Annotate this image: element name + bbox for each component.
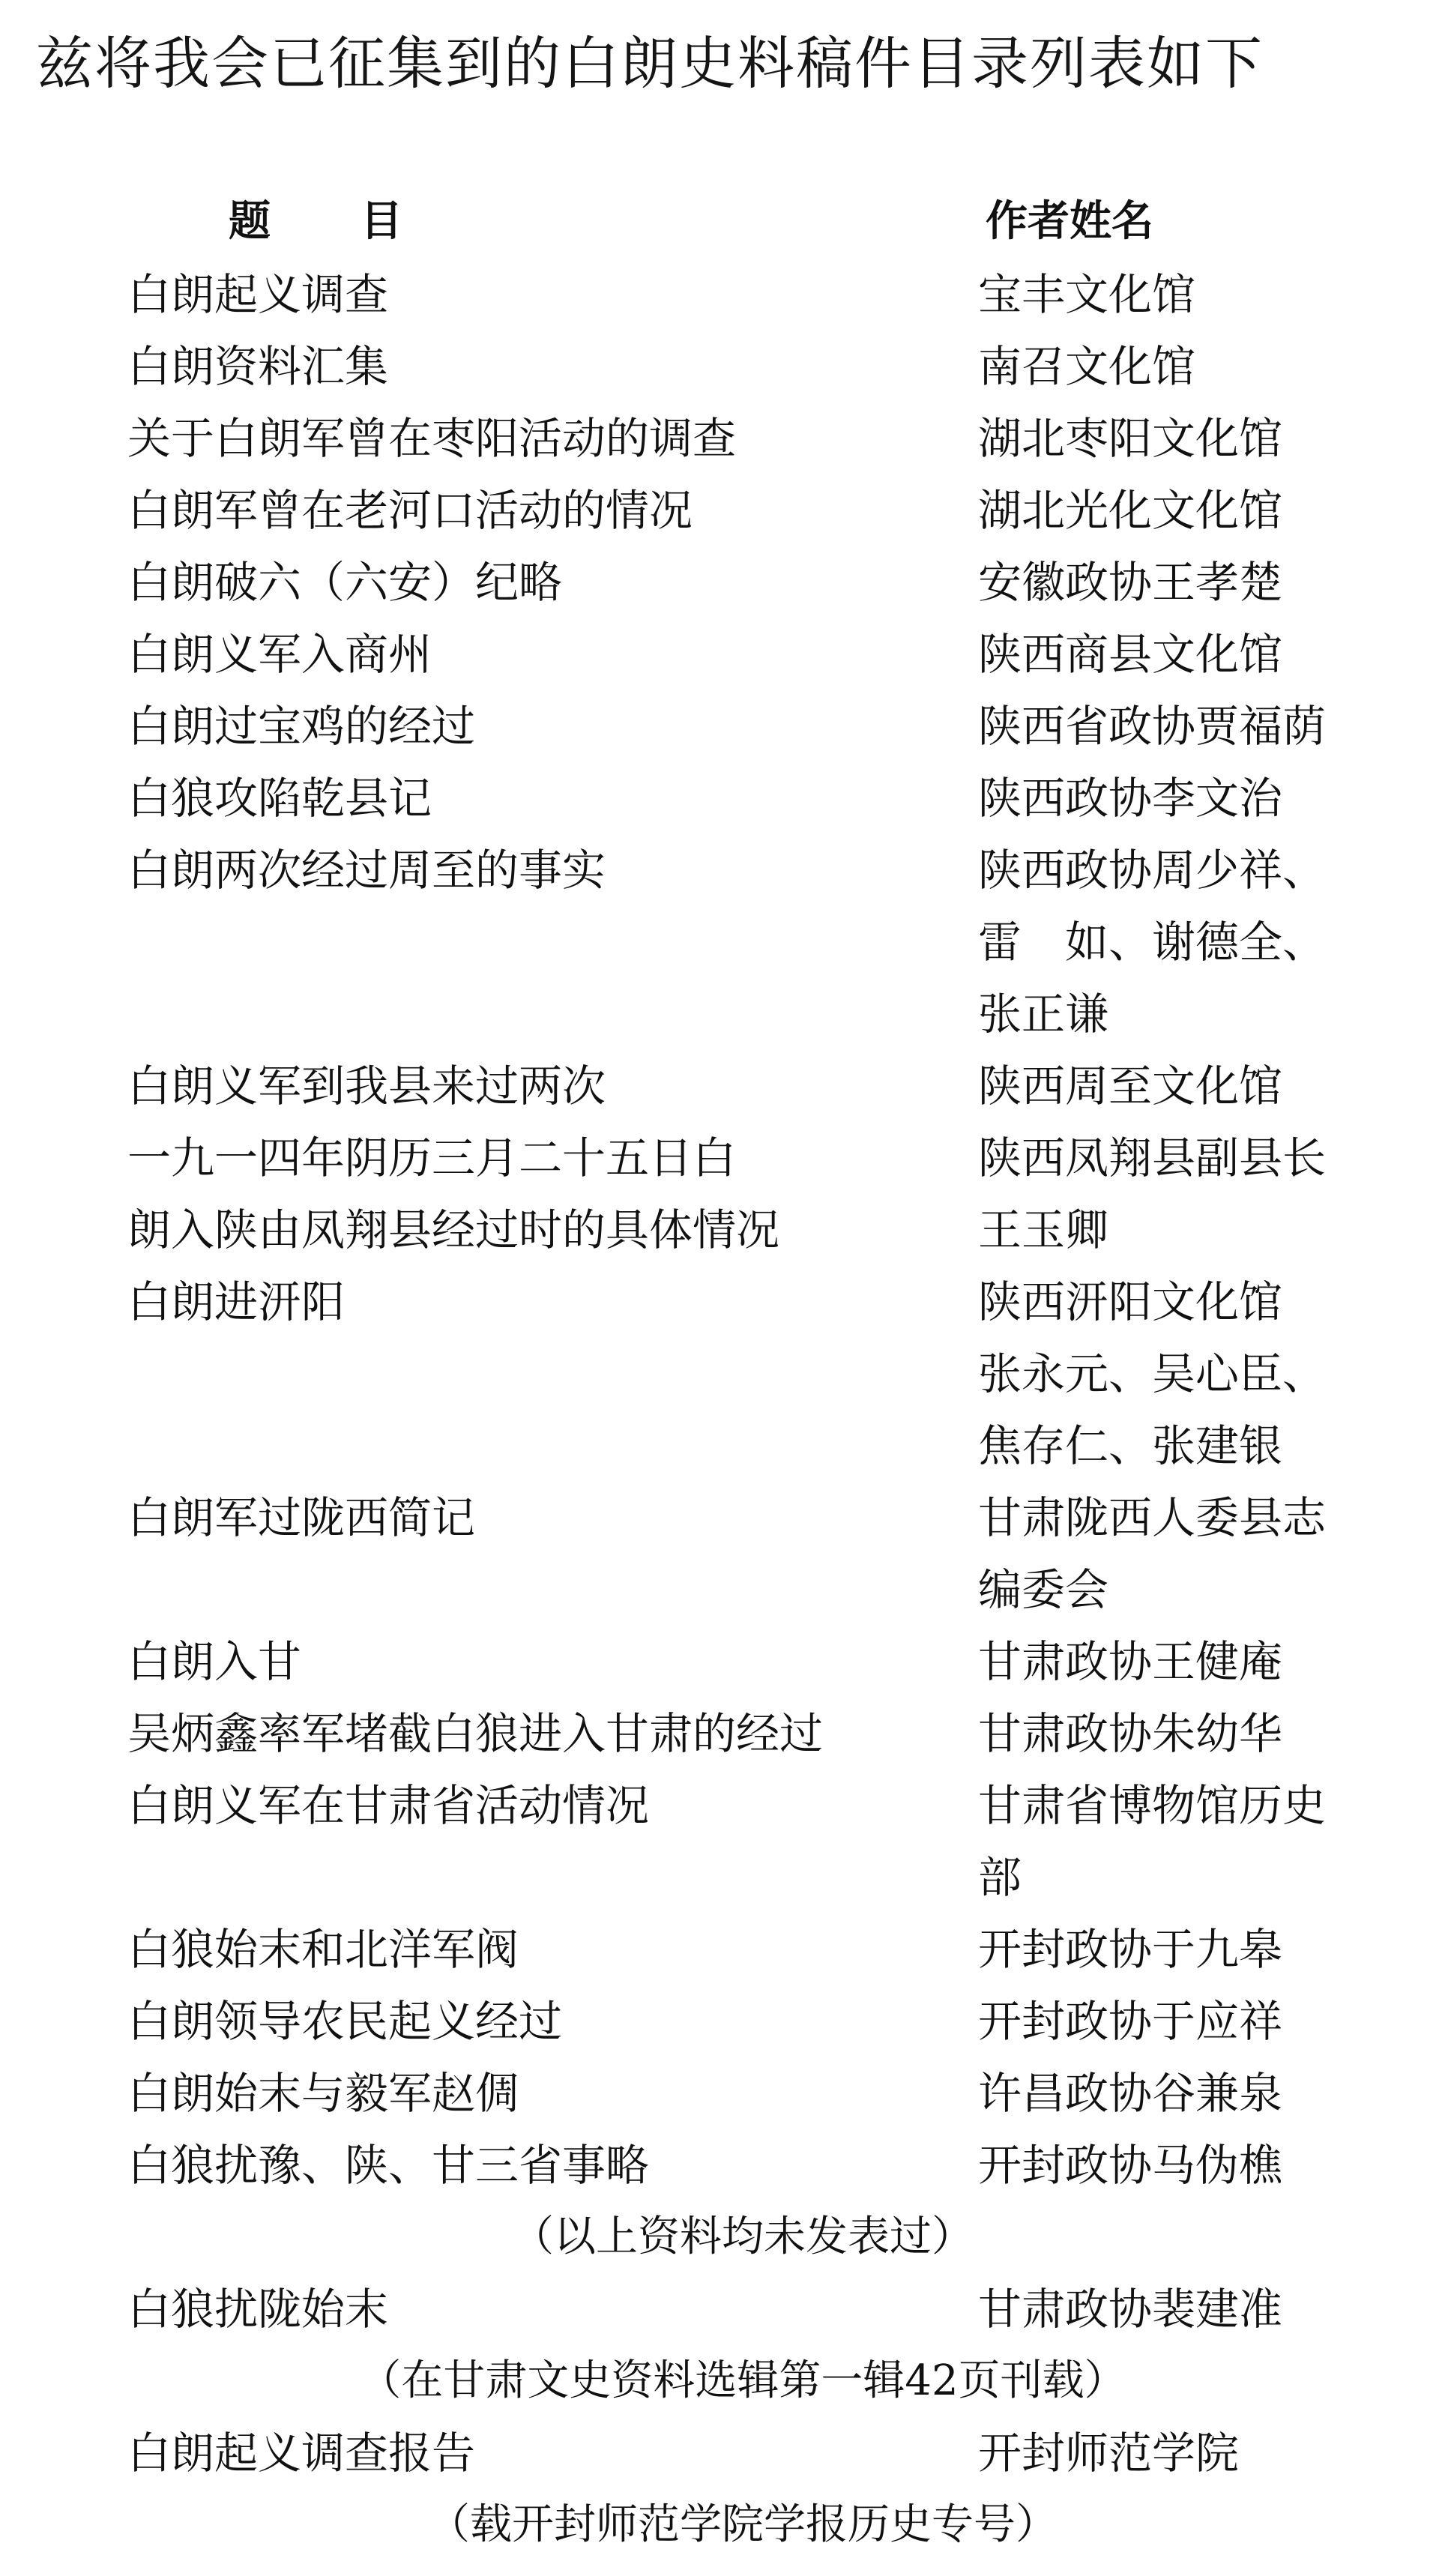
item-title: 白朗义军在甘肃省活动情况 [127, 1780, 650, 1831]
item-author [978, 2273, 1428, 2345]
item-title: 关于白朗军曾在枣阳活动的调查 [127, 413, 737, 464]
item-title: 白朗义军到我县来过两次 [127, 1061, 606, 1111]
item-author [978, 1122, 1428, 1194]
author-line: 陕西凤翔县副县长 [978, 1132, 1327, 1183]
page-heading: 兹将我会已征集到的白朗史料稿件目录列表如下 [36, 30, 1264, 97]
item-title: 白狼扰陇始末 [127, 2284, 389, 2335]
author-line: 陕西政协李文治 [978, 773, 1283, 824]
title-column-header: 题目 [229, 196, 492, 246]
item-title: 白朗进汧阳 [127, 1276, 346, 1327]
list-item [0, 1266, 1433, 1482]
item-title: 白朗始末与毅军赵倜 [127, 2068, 519, 2119]
list-item [0, 1194, 1433, 1266]
item-title: 白朗两次经过周至的事实 [127, 845, 606, 896]
item-author [978, 331, 1428, 402]
list-item [0, 1482, 1433, 1626]
list-item [0, 1626, 1433, 1698]
column-headers [0, 187, 1433, 255]
catalog-list [0, 259, 1433, 2561]
item-title: 白朗军曾在老河口活动的情况 [127, 485, 693, 536]
list-item [0, 2273, 1433, 2345]
item-author [978, 1482, 1428, 1626]
item-author [978, 1698, 1428, 1770]
list-item [0, 2129, 1433, 2201]
author-line: 张永元、吴心臣、 [978, 1348, 1327, 1399]
author-line: 陕西政协周少祥、 [978, 845, 1327, 896]
author-column-header: 作者姓名 [986, 196, 1153, 246]
item-title: 白朗军过陇西简记 [127, 1492, 476, 1543]
author-line: 许昌政协谷兼泉 [978, 2068, 1283, 2119]
item-title: 白朗入甘 [127, 1636, 302, 1687]
list-item [0, 331, 1433, 402]
author-line: 陕西商县文化馆 [978, 629, 1283, 680]
author-line: 甘肃省博物馆历史 [978, 1780, 1327, 1831]
list-item [0, 402, 1433, 474]
item-author [978, 690, 1428, 762]
item-title: 白狼攻陷乾县记 [127, 773, 432, 824]
author-line: 部 [978, 1852, 1022, 1903]
list-item [0, 1985, 1433, 2057]
author-line: 焦存仁、张建银 [978, 1420, 1283, 1471]
author-line: 陕西周至文化馆 [978, 1061, 1283, 1111]
item-author [978, 1985, 1428, 2057]
item-title: 白狼始末和北洋军阀 [127, 1924, 519, 1975]
publication-note: （载开封师范学院学报历史专号） [428, 2500, 1058, 2549]
item-title: 白朗资料汇集 [127, 341, 389, 392]
author-line: 编委会 [978, 1564, 1109, 1615]
author-line: 甘肃陇西人委县志 [978, 1492, 1327, 1543]
list-item [0, 2057, 1433, 2129]
item-title: 一九一四年阴历三月二十五日白 [127, 1132, 737, 1183]
list-item [0, 2417, 1433, 2489]
item-author [978, 402, 1428, 474]
item-author [978, 834, 1428, 1050]
author-line: 陕西汧阳文化馆 [978, 1276, 1283, 1327]
item-author [978, 2057, 1428, 2129]
author-line: 湖北光化文化馆 [978, 485, 1283, 536]
author-line: 王玉卿 [978, 1204, 1109, 1255]
item-author [978, 618, 1428, 690]
author-line: 南召文化馆 [978, 341, 1196, 392]
item-author [978, 1770, 1428, 1913]
author-line: 开封政协于应祥 [978, 1996, 1283, 2047]
item-title: 白朗破六（六安）纪略 [127, 557, 563, 608]
list-item [0, 762, 1433, 834]
item-author [978, 1050, 1428, 1122]
list-item [0, 259, 1433, 331]
item-author [978, 1266, 1428, 1482]
author-line: 甘肃政协裴建准 [978, 2284, 1283, 2335]
item-author [978, 2129, 1428, 2201]
item-title: 朗入陕由凤翔县经过时的具体情况 [127, 1204, 780, 1255]
item-author [978, 474, 1428, 546]
author-line: 开封政协马伪樵 [978, 2140, 1283, 2191]
list-item [0, 1122, 1433, 1194]
item-author [978, 1626, 1428, 1698]
list-item [0, 1698, 1433, 1770]
item-title: 白朗过宝鸡的经过 [127, 701, 476, 752]
list-item [0, 474, 1433, 546]
list-item [0, 834, 1433, 1050]
list-item [0, 1770, 1433, 1913]
author-line: 宝丰文化馆 [978, 269, 1196, 320]
item-author [978, 546, 1428, 618]
list-item [0, 546, 1433, 618]
item-author [978, 1194, 1428, 1266]
item-title: 白朗起义调查报告 [127, 2428, 476, 2479]
author-line: 雷 如、谢德全、 [978, 917, 1327, 968]
publication-note: （以上资料均未发表过） [512, 2212, 974, 2261]
list-item [0, 1913, 1433, 1985]
list-item [0, 690, 1433, 762]
author-line: 甘肃政协王健庵 [978, 1636, 1283, 1687]
author-line: 安徽政协王孝楚 [978, 557, 1283, 608]
item-author [978, 762, 1428, 834]
item-author [978, 259, 1428, 331]
item-title: 白朗领导农民起义经过 [127, 1996, 563, 2047]
author-line: 甘肃政协朱幼华 [978, 1708, 1283, 1759]
author-line: 张正谦 [978, 989, 1109, 1040]
list-item [0, 1050, 1433, 1122]
item-title: 吴炳鑫率军堵截白狼进入甘肃的经过 [127, 1708, 824, 1759]
item-title: 白朗义军入商州 [127, 629, 432, 680]
author-line: 开封师范学院 [978, 2428, 1240, 2479]
author-line: 湖北枣阳文化馆 [978, 413, 1283, 464]
item-title: 白朗起义调查 [127, 269, 389, 320]
author-line: 陕西省政协贾福荫 [978, 701, 1327, 752]
item-author [978, 1913, 1428, 1985]
item-title: 白狼扰豫、陕、甘三省事略 [127, 2140, 650, 2191]
publication-note: （在甘肃文史资料选辑第一辑42页刊载） [359, 2356, 1126, 2405]
item-author [978, 2417, 1428, 2489]
author-line: 开封政协于九皋 [978, 1924, 1283, 1975]
list-item [0, 618, 1433, 690]
